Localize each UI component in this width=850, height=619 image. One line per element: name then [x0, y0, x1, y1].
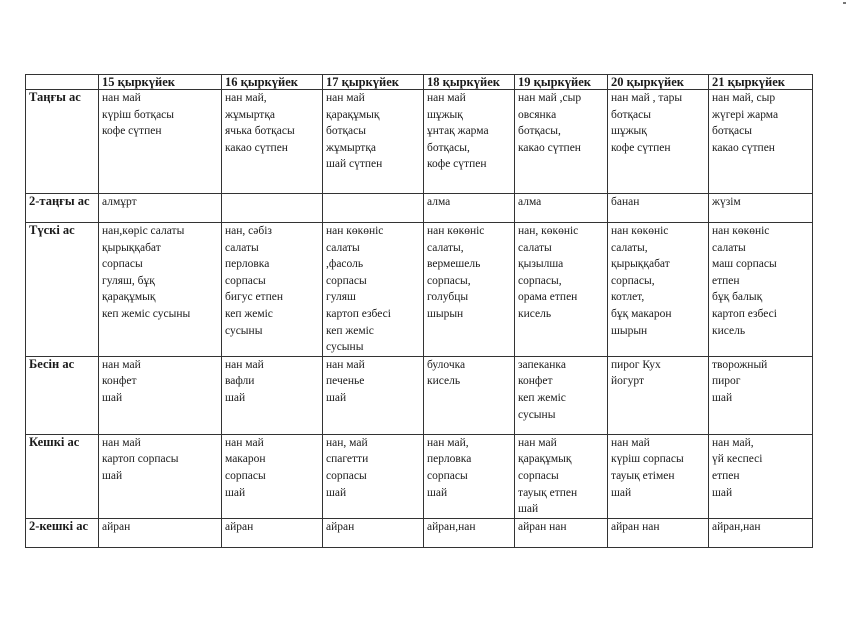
dish-line: нан, сәбіз — [225, 225, 272, 237]
dish-line: күріш сорпасы — [611, 453, 684, 466]
dish-line: сорпасы — [326, 274, 367, 287]
dish-line: шай — [611, 486, 632, 499]
dish-line: айран,нан — [712, 520, 761, 533]
menu-cell — [709, 356, 813, 434]
dish-line: картоп сорпасы — [102, 453, 179, 466]
dish-line: етпен — [712, 469, 740, 482]
meal-row — [26, 90, 813, 194]
dish-line: сорпасы — [225, 469, 266, 482]
dish-line: сорпасы — [225, 274, 266, 287]
dish-line: кисель — [712, 324, 746, 337]
menu-cell — [424, 356, 515, 434]
dish-line: шұжық — [427, 108, 463, 121]
meal-row — [26, 434, 813, 518]
menu-cell — [424, 434, 515, 518]
dish-line: шай — [225, 391, 246, 404]
dish-line: нан май ,сыр — [518, 92, 582, 104]
dish-line: конфет — [102, 375, 137, 388]
dish-line: шай — [102, 391, 123, 404]
dish-line: нан,көріс салаты — [102, 225, 185, 237]
menu-cell — [323, 90, 424, 194]
menu-cell — [608, 194, 709, 223]
dish-line: нан май — [102, 358, 141, 371]
meal-label: Бесін ас — [26, 356, 99, 434]
dish-line: қызылша — [518, 258, 564, 271]
dish-line: нан май — [427, 92, 466, 104]
menu-cell — [222, 223, 323, 357]
dish-line: гуляш, бұқ — [102, 274, 155, 287]
dish-line: салаты — [326, 241, 360, 254]
dish-line: ботқасы — [611, 108, 651, 121]
dish-line: кеп жеміс — [225, 307, 273, 320]
menu-cell — [608, 90, 709, 194]
menu-cell — [608, 356, 709, 434]
menu-cell — [709, 518, 813, 547]
dish-line: жүзім — [712, 196, 741, 208]
dish-line: сорпасы, — [611, 274, 655, 287]
dish-line: ұнтақ жарма — [427, 125, 489, 138]
menu-cell — [99, 90, 222, 194]
dish-line: нан көкөніс — [712, 225, 770, 237]
dish-line: картоп езбесі — [712, 307, 777, 320]
day-header: 19 қыркүйек — [515, 75, 608, 90]
dish-line: какао сүтпен — [518, 141, 581, 154]
menu-cell — [709, 434, 813, 518]
meal-label: 2-таңғы ас — [26, 194, 99, 223]
dish-line: голубцы — [427, 291, 469, 304]
meal-label: Түскі ас — [26, 223, 99, 357]
dish-line: сорпасы — [518, 469, 559, 482]
meal-label: Таңғы ас — [26, 90, 99, 194]
dish-line: кофе сүтпен — [611, 141, 671, 154]
dish-line: бұқ балық — [712, 291, 763, 304]
menu-cell — [222, 518, 323, 547]
menu-cell — [323, 356, 424, 434]
menu-cell — [608, 223, 709, 357]
dish-line: ботқасы — [326, 125, 366, 138]
dish-line: қарақұмық — [326, 108, 380, 121]
dish-line: кофе сүтпен — [102, 125, 162, 138]
dish-line: ,фасоль — [326, 258, 364, 271]
meal-row — [26, 194, 813, 223]
menu-cell — [222, 434, 323, 518]
dish-line: нан май — [225, 436, 264, 449]
dish-line: пирог — [712, 375, 741, 388]
dish-line: нан май, сыр — [712, 92, 776, 104]
dish-line: кисель — [427, 375, 461, 388]
day-header: 20 қыркүйек — [608, 75, 709, 90]
dish-line: макарон — [225, 453, 266, 466]
menu-cell — [424, 90, 515, 194]
dish-line: ботқасы, — [427, 141, 470, 154]
dish-line: нан май — [611, 436, 650, 449]
corner-cell — [26, 75, 99, 90]
dish-line: айран — [225, 520, 254, 533]
dish-line: шай сүтпен — [326, 158, 383, 171]
dish-line: бигус етпен — [225, 291, 283, 304]
dish-line: сусыны — [225, 324, 263, 337]
dish-line: овсянка — [518, 108, 557, 121]
meal-label: 2-кешкі ас — [26, 518, 99, 547]
dish-line: айран нан — [518, 520, 567, 533]
dish-line: сусыны — [326, 341, 364, 354]
menu-cell — [323, 434, 424, 518]
dish-line: котлет, — [611, 291, 645, 304]
dish-line: сорпасы — [102, 258, 143, 271]
meal-row — [26, 356, 813, 434]
dish-line: шырын — [611, 324, 648, 337]
dish-line: шай — [326, 486, 347, 499]
dish-line: пирог Кух — [611, 358, 661, 371]
dish-line: шай — [102, 469, 123, 482]
menu-cell — [424, 194, 515, 223]
dish-line: жүгері жарма — [712, 108, 779, 121]
menu-cell — [515, 194, 608, 223]
dish-line: алма — [518, 196, 542, 208]
dish-line: булочка — [427, 358, 466, 371]
menu-cell — [515, 356, 608, 434]
dish-line: шай — [427, 486, 448, 499]
dish-line: қырыққабат — [102, 241, 161, 254]
dish-line: нан май, — [225, 92, 267, 104]
dish-line: нан май — [518, 436, 557, 449]
dish-line: вермешель — [427, 258, 481, 271]
dish-line: нан көкөніс — [611, 225, 669, 237]
menu-cell — [515, 518, 608, 547]
dish-line: тауық етімен — [611, 469, 675, 482]
dish-line: нан май, — [427, 436, 469, 449]
dish-line: қырыққабат — [611, 258, 670, 271]
dish-line: нан, көкөніс — [518, 225, 579, 237]
dish-line: қарақұмық — [518, 453, 572, 466]
dish-line: печенье — [326, 375, 365, 388]
dish-line: тауық етпен — [518, 486, 578, 499]
menu-cell — [323, 223, 424, 357]
menu-cell — [515, 90, 608, 194]
menu-cell — [424, 518, 515, 547]
menu-cell — [99, 518, 222, 547]
dish-line: спагетти — [326, 453, 369, 466]
menu-cell — [709, 223, 813, 357]
dish-line: қарақұмық — [102, 291, 156, 304]
dish-line: нан май — [326, 358, 365, 371]
scan-speck — [843, 2, 846, 4]
day-header: 17 қыркүйек — [323, 75, 424, 90]
menu-cell — [709, 90, 813, 194]
dish-line: банан — [611, 196, 640, 208]
dish-line: жұмыртқа — [225, 108, 276, 121]
menu-cell — [323, 194, 424, 223]
dish-line: айран — [102, 520, 131, 533]
dish-line: ячька ботқасы — [225, 125, 295, 138]
weekly-menu-table — [25, 74, 813, 548]
menu-cell — [515, 223, 608, 357]
dish-line: алмұрт — [102, 196, 137, 208]
dish-line: йогурт — [611, 375, 644, 388]
menu-cell — [222, 90, 323, 194]
dish-line: сорпасы — [427, 469, 468, 482]
dish-line: сусыны — [518, 408, 556, 421]
dish-line: шай — [225, 486, 246, 499]
menu-cell — [99, 356, 222, 434]
dish-line: етпен — [712, 274, 740, 287]
dish-line: сорпасы, — [518, 274, 562, 287]
meal-row — [26, 223, 813, 357]
dish-line: шұжық — [611, 125, 647, 138]
dish-line: нан көкөніс — [427, 225, 485, 237]
dish-line: шай — [712, 486, 733, 499]
dish-line: ботқасы, — [518, 125, 561, 138]
day-header: 21 қыркүйек — [709, 75, 813, 90]
day-header: 18 қыркүйек — [424, 75, 515, 90]
dish-line: күріш ботқасы — [102, 108, 175, 121]
dish-line: кеп жеміс — [518, 391, 566, 404]
dish-line: айран,нан — [427, 520, 476, 533]
dish-line: салаты — [712, 241, 746, 254]
menu-cell — [99, 223, 222, 357]
day-header: 15 қыркүйек — [99, 75, 222, 90]
dish-line: маш сорпасы — [712, 258, 777, 271]
dish-line: творожный — [712, 358, 768, 371]
dish-line: шай — [712, 391, 733, 404]
dish-line: конфет — [518, 375, 553, 388]
dish-line: нан май — [326, 92, 365, 104]
dish-line: бұқ макарон — [611, 307, 672, 320]
dish-line: вафли — [225, 375, 255, 388]
menu-cell — [424, 223, 515, 357]
menu-cell — [323, 518, 424, 547]
dish-line: сорпасы — [326, 469, 367, 482]
header-row — [26, 75, 813, 90]
dish-line: кеп жеміс — [326, 324, 374, 337]
dish-line: жұмыртқа — [326, 141, 377, 154]
dish-line: кисель — [518, 307, 552, 320]
meal-label: Кешкі ас — [26, 434, 99, 518]
dish-line: нан көкөніс — [326, 225, 384, 237]
dish-line: ботқасы — [712, 125, 752, 138]
dish-line: нан май — [225, 358, 264, 371]
dish-line: запеканка — [518, 358, 566, 371]
dish-line: картоп езбесі — [326, 307, 391, 320]
dish-line: кеп жеміс сусыны — [102, 307, 191, 320]
dish-line: салаты, — [611, 241, 648, 254]
dish-line: айран нан — [611, 520, 660, 533]
dish-line: шай — [518, 503, 539, 516]
dish-line: нан, май — [326, 436, 368, 449]
dish-line: айран — [326, 520, 355, 533]
dish-line: какао сүтпен — [225, 141, 288, 154]
dish-line: нан май — [102, 436, 141, 449]
dish-line: орама етпен — [518, 291, 578, 304]
dish-line: кофе сүтпен — [427, 158, 487, 171]
dish-line: сорпасы, — [427, 274, 471, 287]
day-header: 16 қыркүйек — [222, 75, 323, 90]
dish-line: нан май , тары — [611, 92, 683, 104]
dish-line: шырын — [427, 307, 464, 320]
dish-line: салаты, — [427, 241, 464, 254]
dish-line: какао сүтпен — [712, 141, 775, 154]
dish-line: үй кеспесі — [712, 453, 763, 466]
dish-line: гуляш — [326, 291, 356, 304]
dish-line: перловка — [427, 453, 472, 466]
dish-line: нан май, — [712, 436, 754, 449]
menu-cell — [515, 434, 608, 518]
menu-cell — [99, 434, 222, 518]
dish-line: шай — [326, 391, 347, 404]
menu-cell — [222, 356, 323, 434]
meal-row — [26, 518, 813, 547]
dish-line: нан май — [102, 92, 141, 104]
menu-cell — [99, 194, 222, 223]
dish-line: салаты — [225, 241, 259, 254]
menu-cell — [608, 434, 709, 518]
menu-cell — [608, 518, 709, 547]
dish-line: салаты — [518, 241, 552, 254]
menu-cell — [709, 194, 813, 223]
menu-cell — [222, 194, 323, 223]
dish-line: перловка — [225, 258, 270, 271]
dish-line: алма — [427, 196, 451, 208]
